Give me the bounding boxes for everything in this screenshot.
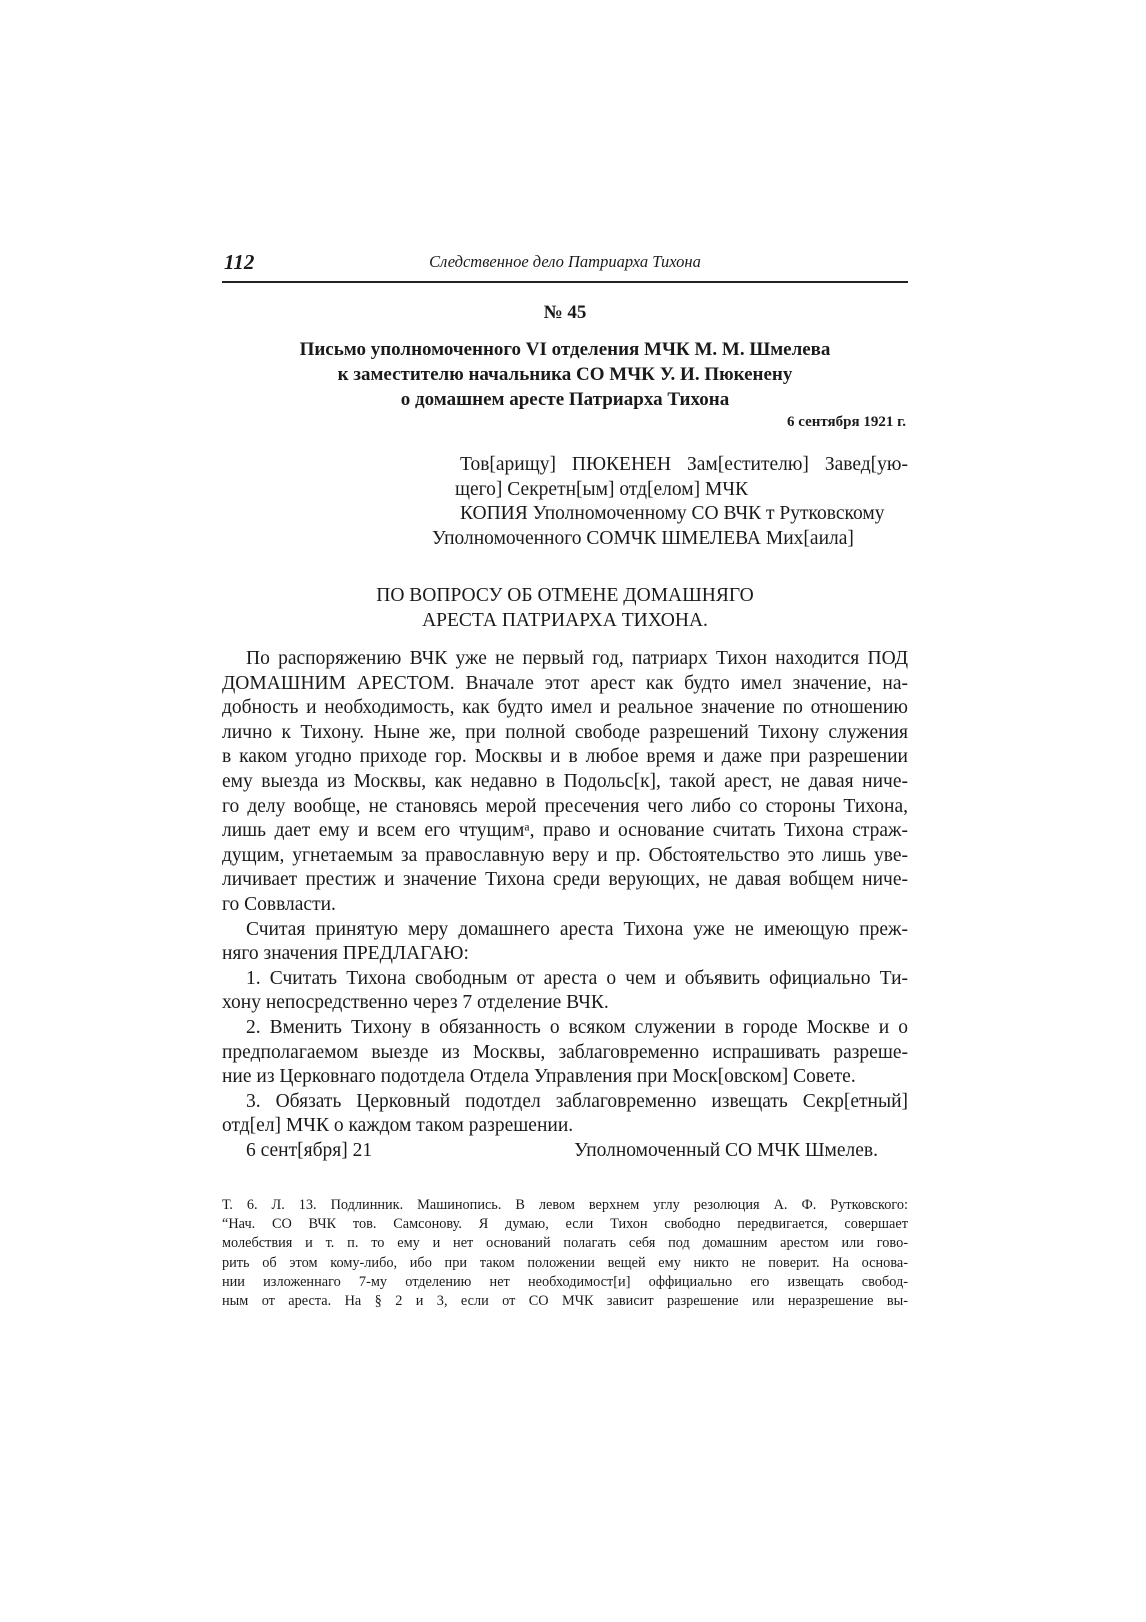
running-head [222,246,908,276]
letter-body [222,647,908,1163]
body-line: добность и необходимость, как будто имел и реальное значение по отношению [222,697,908,719]
page-number: 112 [224,250,255,274]
note-line: ным от ареста. На § 2 и 3, если от СО МЧК зависит разрешение или неразрешение вы- [222,1293,908,1310]
signature-line [222,1139,908,1164]
title-line: к заместителю начальника СО МЧК У. И. Пюкенену [337,364,793,385]
document-number: № 45 [543,302,587,323]
body-line: ние из Церковнаго подотдела Отдела Управления при Моск[овском] Совете. [222,1066,856,1088]
body-line: 2. Вменить Тихону в обязанность о всяком служении в городе Москве и о [246,1016,908,1038]
body-line: 1. Считать Тихона свободным от ареста о чем и объявить официально Ти- [246,967,908,989]
note-line: нии изложеннаго 7-му отделению нет необходимост[и] оффициально его извещать свобод- [222,1273,908,1290]
address-line: щего] Секретн[ым] отд[елом] МЧК [455,478,749,500]
body-line: предполагаемом выезде из Москвы, заблаговременно испрашивать разреше- [222,1041,908,1063]
body-line: ему выезда из Москвы, как недавно в Подольс[к], такой арест, не давая ниче- [222,770,908,792]
note-line: “Нач. СО ВЧК тов. Самсонову. Я думаю, если Тихон свободно передвигается, совершает [222,1216,908,1233]
paragraph [222,647,908,918]
body-line: личивает престиж и значение Тихона среди верующих, не давая вобщем ниче- [222,869,908,891]
title-line: Письмо уполномоченного VI отделения МЧК М. М. Шмелева [299,339,831,360]
body-line: лично к Тихону. Ныне же, при полной свободе разрешений Тихону служения [222,721,908,743]
body-line: хону непосредственно через 7 отделение ВЧК. [222,992,609,1014]
note-line: рить об этом кому-либо, ибо при таком положении вещей ему никто не поверит. На основа- [222,1254,908,1271]
document-title [222,337,908,412]
document-date: 6 сентября 1921 г. [786,414,906,430]
body-line: ДОМАШНИМ АРЕСТОМ. Вначале этот арест как будто имел значение, на- [222,672,908,694]
body-line: 3. Обязать Церковный подотдел заблаговременно извещать Секр[етный] [246,1090,908,1112]
subject-line: ПО ВОПРОСУ ОБ ОТМЕНЕ ДОМАШНЯГО [376,585,754,606]
body-line: лишь дает ему и всем его чтущимᵃ, право и основание считать Тихона страж- [222,820,908,842]
body-line: Считая принятую меру домашнего ареста Тихона уже не имеющую преж- [246,918,908,940]
paragraph [222,967,908,1016]
title-line: о домашнем аресте Патриарха Тихона [400,389,730,410]
body-line: го делу вообще, не становясь мерой пресечения чего либо со стороны Тихона, [222,795,908,817]
signature-signer: Уполномоченный СО МЧК Шмелев. [574,1139,878,1161]
address-line: Тов[арищу] ПЮКЕНЕН Зам[естителю] Завед[ую- [460,454,908,475]
body-line: го Соввласти. [222,893,336,915]
body-line: в каком угодно приходе гор. Москвы и в любое время и даже при разрешении [222,746,908,768]
archival-note [222,1196,908,1311]
body-line: По распоряжению ВЧК уже не первый год, патриарх Тихон находится ПОД [246,648,908,669]
address-line: Уполномоченного СОМЧК ШМЕЛЕВА Мих[аила] [432,528,854,550]
body-line: няго значения ПРЕДЛАГАЮ: [222,943,469,965]
subject-line: АРЕСТА ПАТРИАРХА ТИХОНА. [422,610,708,631]
body-line: дущим, угнетаемым за православную веру и пр. Обстоятельство это лишь уве- [222,844,908,866]
paragraph [222,1090,908,1139]
note-line: Т. 6. Л. 13. Подлинник. Машинопись. В левом верхнем углу резолюция А. Ф. Рутковского: [222,1197,908,1213]
body-line: отд[ел] МЧК о каждом таком разрешении. [222,1115,574,1137]
signature-date: 6 сент[ября] 21 [246,1139,373,1161]
header-rule [222,281,908,283]
note-line: молебствия и т. п. то ему и нет оснований полагать себя под домашним арестом или гово- [222,1235,908,1252]
paragraph [222,918,908,967]
address-block [432,453,908,552]
running-title: Следственное дело Патриарха Тихона [429,252,701,271]
address-line: КОПИЯ Уполномоченному СО ВЧК т Рутковскому [460,503,885,525]
paragraph [222,1016,908,1090]
subject-heading [222,583,908,633]
